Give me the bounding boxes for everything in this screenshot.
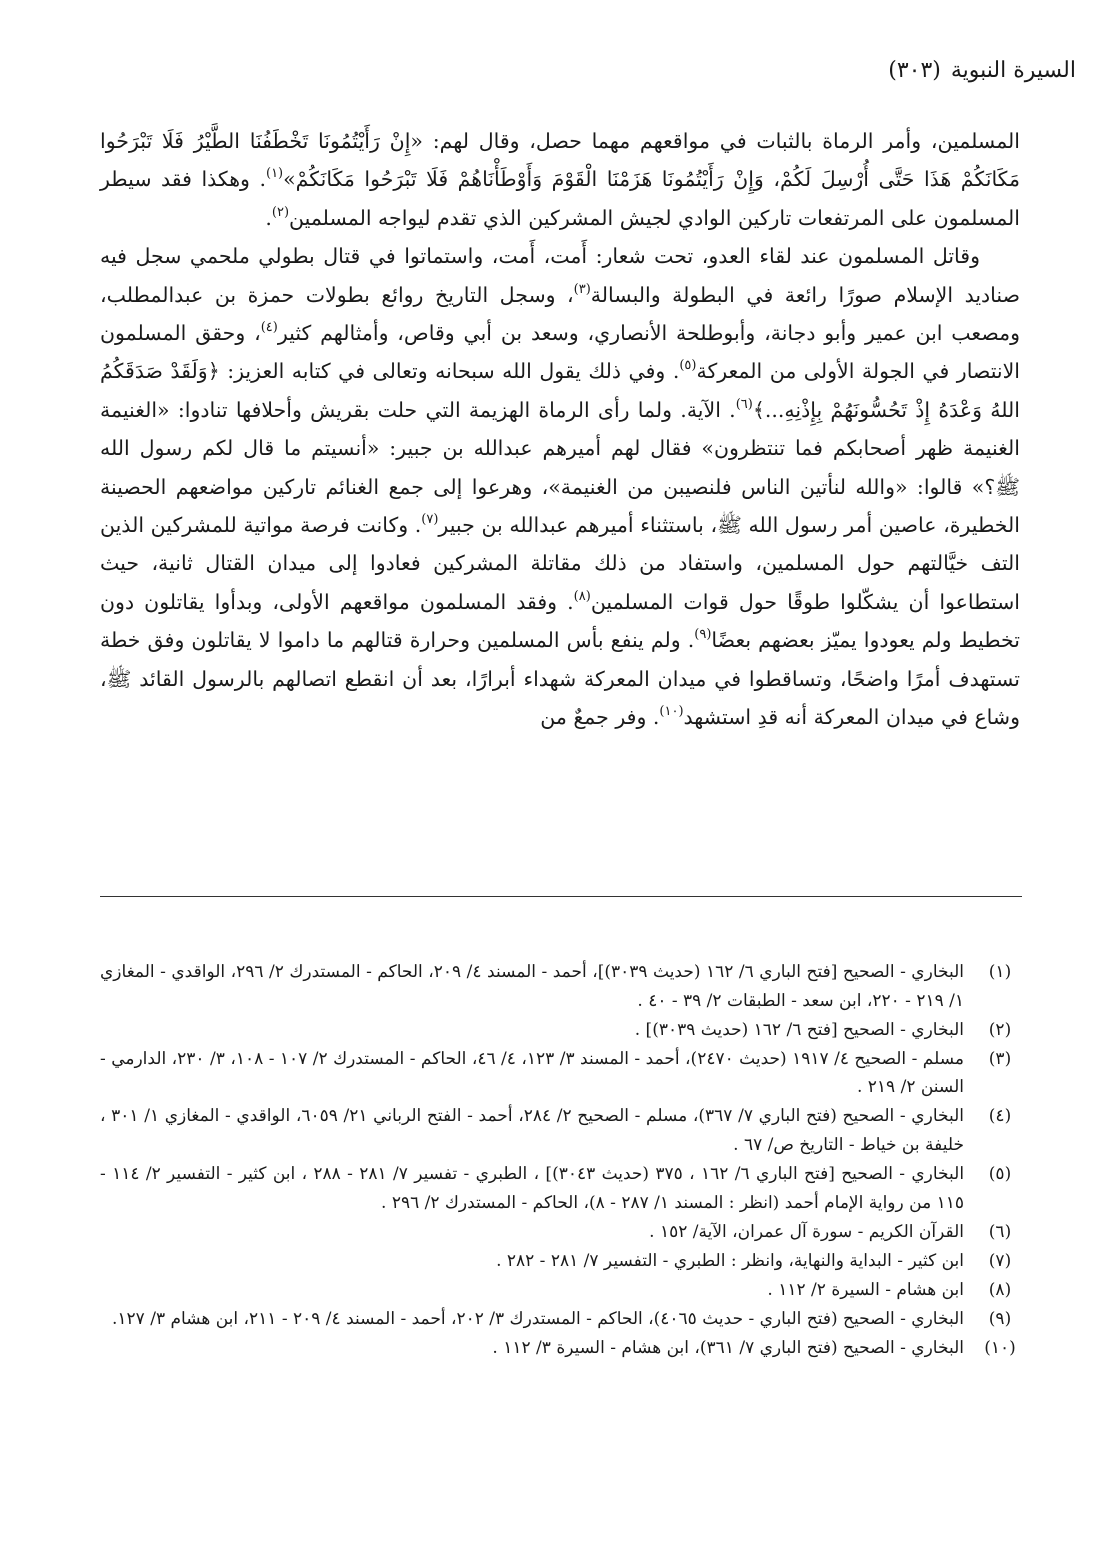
footnote-text: البخاري - الصحيح [فتح ٦/ ١٦٢ (حديث ٣٠٣٩)] . (634, 1019, 964, 1040)
footnotes (100, 958, 1022, 1363)
footnote (100, 1102, 1022, 1159)
footnote-text: القرآن الكريم - سورة آل عمران، الآية/ ١٥٢ . (649, 1221, 964, 1242)
footnote (100, 1016, 1022, 1045)
footnote-number: (٧) (988, 1250, 1012, 1271)
text-run: . الآية. ولما رأى الرماة الهزيمة التي حلت بقريش وأحلافها تنادوا: «الغنيمة الغنيمة ظهر أصحابكم فما تنتظرون» فقال لهم أميرهم عبدالله بن جبير: «أنسيتم ما قال لكم رسول الله ﷺ؟» قالوا: «والله لنأتين الناس فلنصيبن من الغنيمة»، وهرعوا إلى جمع الغنائم تاركين مواضعهم الحصينة الخطيرة، عاصين أمر رسول الله ﷺ، باستثناء أميرهم عبدالله بن جبير (100, 397, 1020, 538)
footnote-ref: (٨) (573, 588, 591, 604)
footnote-ref: (٦) (735, 396, 753, 412)
footnote-number: (١٠) (984, 1338, 1016, 1359)
text-run: . وكانت فرصة مواتية للمشركين الذين التف خيَّالتهم حول المسلمين، واستفاد من ذلك مقاتلة المشركين فعادوا إلى ميدان القتال ثانية، حيث استطاعوا أن يشكّلوا طوقًا حول قوات المسلمين (100, 513, 1020, 614)
footnote (100, 1045, 1022, 1102)
footnote (100, 1160, 1022, 1217)
text-run: وقاتل المسلمون عند لقاء العدو، تحت شعار: أَمت، أَمت، واستماتوا في قتال بطولي ملحمي سجل فيه صناديد الإسلام صورًا رائعة في البطولة والبسالة (100, 244, 1021, 307)
text-run: المسلمين، وأمر الرماة بالثبات في مواقعهم مهما حصل، وقال لهم: «إِنْ رَأَيْتُمُونَا تَخْطَفُنَا الطَّيْرُ فَلَا تَبْرَحُوا مَكَانَكُمْ هَذَا حَتَّى أُرْسِلَ لَكُمْ، وَإِنْ رَأَيْتُمُونَا هَزَمْنَا الْقَوْمَ وَأَوْطَأْنَاهُمْ فَلَا تَبْرَحُوا مَكَانَكُمْ» (100, 129, 1020, 192)
running-header (888, 58, 1076, 83)
footnote-divider (100, 896, 1022, 897)
footnote (100, 1218, 1022, 1247)
footnote-number: (٣) (988, 1048, 1012, 1069)
text-run: . (265, 205, 272, 230)
paragraph-1 (100, 122, 1020, 237)
footnote-text: البخاري - الصحيح (فتح الباري ٧/ ٣٦١)، ابن هشام - السيرة ٣/ ١١٢ . (492, 1338, 964, 1359)
footnote-ref: (٢) (271, 204, 290, 220)
text-run: ، وحقق المسلمون الانتصار في الجولة الأولى من المعركة (100, 321, 1020, 384)
footnote-ref: (٧) (421, 512, 439, 528)
footnote-number: (٥) (988, 1164, 1012, 1185)
footnote (100, 1247, 1022, 1276)
footnote (100, 1305, 1022, 1334)
footnote-number: (٨) (988, 1280, 1012, 1301)
footnote-text: ابن كثير - البداية والنهاية، وانظر : الطبري - التفسير ٧/ ٢٨١ - ٢٨٢ . (496, 1250, 964, 1271)
footnote-text: البخاري - الصحيح [فتح الباري ٦/ ١٦٢ ، ٣٧٥ (حديث ٣٠٤٣)] ، الطبري - تفسير ٧/ ٢٨١ - ٢٨٨ ، ابن كثير - التفسير ٢/ ١١٤ - ١١٥ من رواية الإمام أحمد (انظر : المسند ١/ ٢٨٧ - ٨)، الحاكم - المستدرك ٢/ ٢٩٦ . (100, 1164, 965, 1213)
footnote-number: (٤) (988, 1106, 1012, 1127)
paragraph-2 (100, 237, 1020, 736)
footnote-ref: (١٠) (659, 704, 684, 720)
book-title: السيرة النبوية (950, 58, 1076, 83)
footnote-text: مسلم - الصحيح ٤/ ١٩١٧ (حديث ٢٤٧٠)، أحمد - المسند ٣/ ١٢٣، ٤/ ٤٦، الحاكم - المستدرك ٢/ ١٠٧ - ١٠٨، ٣/ ٢٣٠، الدارمي - السنن ٢/ ٢١٩ . (100, 1048, 964, 1098)
footnote-number: (١) (988, 962, 1012, 982)
text-run: ، وسجل التاريخ روائع بطولات حمزة بن عبدالمطلب، ومصعب ابن عمير وأبو دجانة، وأبوطلحة الأنصاري، وسعد بن أبي وقاص، وأمثالهم كثير (100, 282, 1020, 346)
text-run: . وهكذا فقد سيطر المسلمون على المرتفعات تاركين الوادي لجيش المشركين الذي تقدم ليواجه المسلمين (100, 167, 1020, 230)
footnote-ref: (٤) (260, 320, 278, 336)
footnote-number: (٩) (988, 1309, 1012, 1330)
footnote-number: (٦) (988, 1221, 1012, 1242)
page-number: (٣٠٣) (888, 58, 941, 83)
footnote-ref: (١) (265, 166, 284, 182)
footnote-text: البخاري - الصحيح (فتح الباري ٧/ ٣٦٧)، مسلم - الصحيح ٢/ ٢٨٤، أحمد - الفتح الرباني ٢١/ ٦٠٥٩، الواقدي - المغازي ١/ ٣٠١ ، خليفة بن خياط - التاريخ ص/ ٦٧ . (100, 1106, 965, 1156)
text-run: . وفقد المسلمون مواقعهم الأولى، وبدأوا يقاتلون دون تخطيط ولم يعودوا يميّز بعضهم بعضًا (100, 589, 1020, 653)
footnote-ref: (٣) (573, 281, 591, 297)
footnote-text: البخاري - الصحيح [فتح الباري ٦/ ١٦٢ (حديث ٣٠٣٩)]، أحمد - المسند ٤/ ٢٠٩، الحاكم - المستدرك ٢/ ٢٩٦، الواقدي - المغازي ١/ ٢١٩ - ٢٢٠، ابن سعد - الطبقات ٢/ ٣٩ - ٤٠ . (100, 962, 965, 1011)
footnote (100, 1334, 1022, 1363)
footnote-number: (٢) (988, 1019, 1012, 1040)
main-text (100, 122, 1020, 737)
text-run: . وفي ذلك يقول الله سبحانه وتعالى في كتابه العزيز: ﴿وَلَقَدْ صَدَقَكُمُ اللهُ وَعْدَهُ إِذْ تَحُسُّونَهُمْ بِإِذْنِهِ...﴾ (100, 359, 1020, 422)
footnote-text: البخاري - الصحيح (فتح الباري - حديث ٤٠٦٥)، الحاكم - المستدرك ٣/ ٢٠٢، أحمد - المسند ٤/ ٢٠٩ - ٢١١، ابن هشام ٣/ ١٢٧. (112, 1309, 964, 1330)
footnote-ref: (٩) (694, 627, 712, 643)
footnote (100, 958, 1022, 1015)
footnote-text: ابن هشام - السيرة ٢/ ١١٢ . (767, 1280, 964, 1301)
footnote-ref: (٥) (679, 358, 697, 374)
text-run: . ولم ينفع بأس المسلمين وحرارة قتالهم ما داموا لا يقاتلون وفق خطة تستهدف أمرًا واضحًا، وتساقطوا في ميدان المعركة شهداء أبرارًا، بعد أن انقطع اتصالهم بالرسول القائد ﷺ، وشاع في ميدان المعركة أنه قدِ استشهد (100, 628, 1020, 730)
footnote (100, 1276, 1022, 1305)
text-run: . وفر جمعٌ من (540, 705, 660, 730)
